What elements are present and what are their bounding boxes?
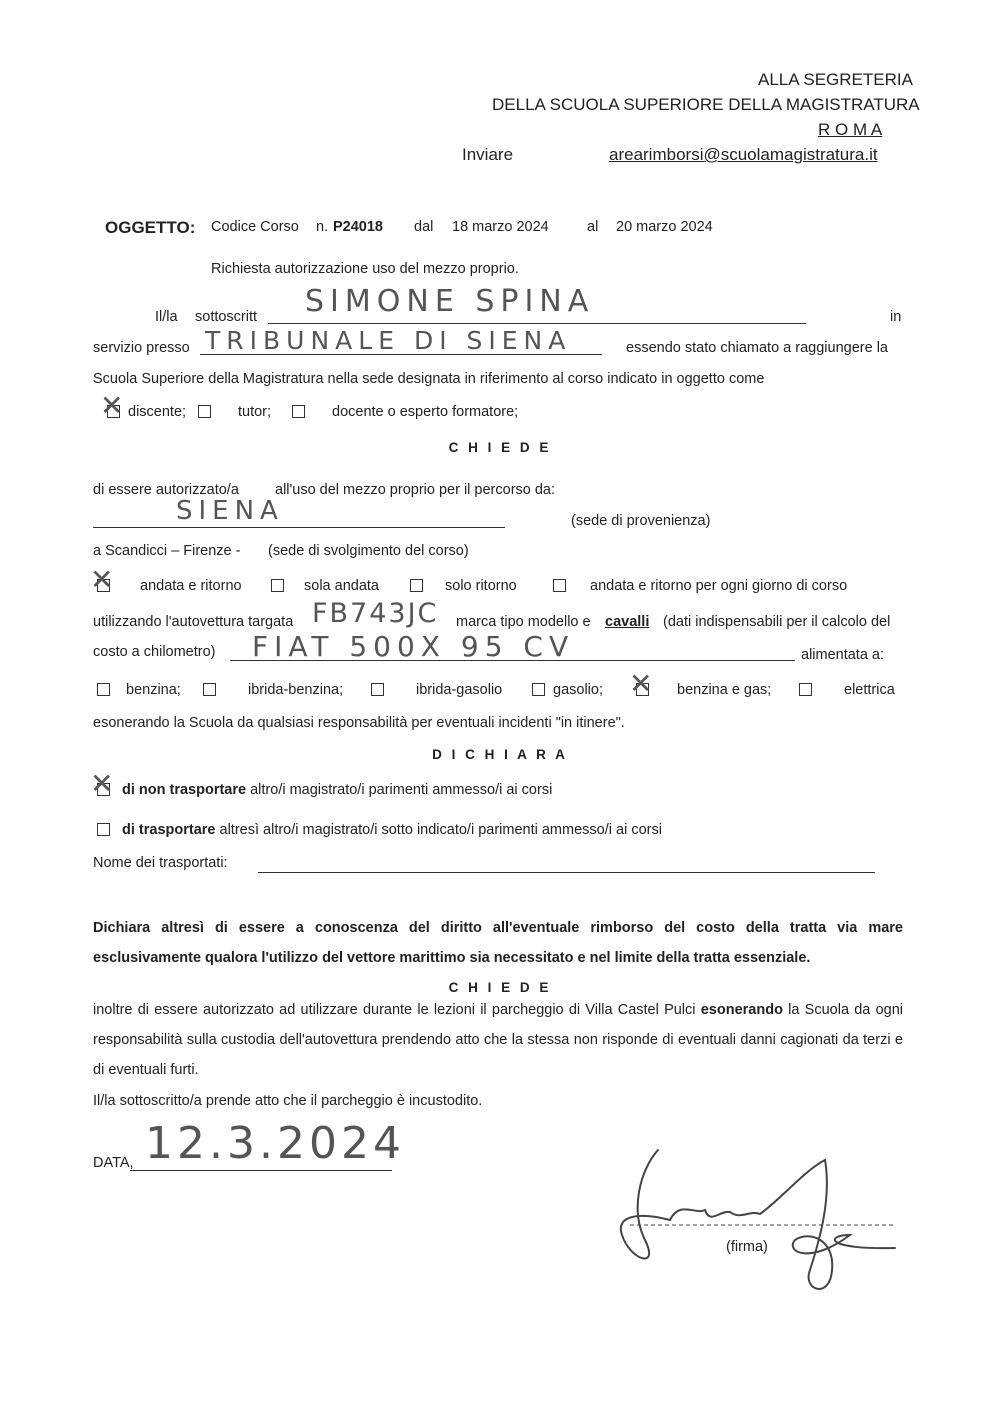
liability-text: esonerando la Scuola da qualsiasi responsabilità per eventuali incidenti "in itinere". [93,715,625,731]
applicant-name[interactable]: SIMONE SPINA [305,284,595,319]
date-label: DATA, [93,1155,134,1171]
date-value[interactable]: 12.3.2024 [145,1118,405,1169]
trip-checkbox[interactable] [97,579,110,592]
origin-label: (sede di provenienza) [571,513,711,529]
fuel-checkbox[interactable] [203,683,216,696]
plate-number[interactable]: FB743JC [312,598,439,629]
chiede-title-2: C H I E D E [448,980,552,995]
trip-option-daily[interactable]: andata e ritorno per ogni giorno di corso [553,578,847,594]
fuel-option-benzina-gas[interactable]: ✕ benzina e gas; [636,682,771,698]
email-link[interactable]: arearimborsi@scuolamagistratura.it [609,145,878,164]
trip-option-andata-ritorno[interactable]: ✕andata e ritorno [97,578,242,594]
trip-checkbox[interactable] [271,579,284,592]
send-label: Inviare [462,145,514,164]
course-number-label: n. [316,219,329,235]
fuel-checkbox[interactable] [799,683,812,696]
fuel-option-elettrica[interactable]: elettrica [799,682,895,698]
fuel-checkbox[interactable] [532,683,545,696]
role-checkbox[interactable] [292,405,305,418]
role-option-docente[interactable]: docente o esperto formatore; [292,404,518,420]
course-number: P24018 [333,219,383,235]
signature-drawing [610,1140,910,1310]
date-line [130,1170,392,1171]
addressee-city: R O M A [818,120,883,139]
in-label: in [890,309,902,325]
authorize-text-a: di essere autorizzato/a [93,482,239,498]
passengers-label: Nome dei trasportati: [93,855,228,871]
addressee-line-1: ALLA SEGRETERIA [758,70,913,89]
fuel-checkbox[interactable] [371,683,384,696]
parking-paragraph: inoltre di essere autorizzato ad utilizzare durante le lezioni il parcheggio di Villa Castel Pulci esonerando la Scuola da ogni responsabilità sulla custodia dell'autovettura prendendo atto che la stessa non risponde di eventuali danni cagionati da terzi e di eventuali furti. [93,1002,904,1078]
trip-checkbox[interactable] [410,579,423,592]
brand-label-b: cavalli [605,614,650,630]
fuel-option-gasolio[interactable]: gasolio; [532,682,603,698]
fuel-option-benzina[interactable]: benzina; [97,682,181,698]
role-option-tutor[interactable]: tutor; [198,404,271,420]
authorize-text-b: all'uso del mezzo proprio per il percorso da: [275,482,556,498]
from-label: dal [414,219,434,235]
signature-label: (firma) [726,1239,768,1255]
fuel-option-ibrida-benzina[interactable]: ibrida-benzina; [203,682,343,698]
declaration-checkbox[interactable] [97,823,110,836]
cost-label: costo a chilometro) [93,644,216,660]
destination-label: (sede di svolgimento del corso) [268,543,469,559]
service-label: servizio presso [93,340,190,356]
vehicle-model[interactable]: FIAT 500X 95 CV [252,630,575,663]
unattended-parking-note: Il/la sottoscritto/a prende atto che il parcheggio è incustodito. [93,1093,483,1109]
called-text: essendo stato chiamato a raggiungere la [626,340,888,356]
passengers-line[interactable] [258,872,875,873]
trip-checkbox[interactable] [553,579,566,592]
plate-label: utilizzando l'autovettura targata [93,614,294,630]
role-checkbox[interactable] [198,405,211,418]
signed-label: sottoscritt [195,309,258,325]
brand-label-a: marca tipo modello e [456,614,591,630]
brand-label-c: (dati indispensabili per il calcolo del [663,614,891,630]
destination: a Scandicci – Firenze - [93,543,241,559]
addressee-line-2: DELLA SCUOLA SUPERIORE DELLA MAGISTRATURA [492,95,920,114]
school-text: Scuola Superiore della Magistratura nella sede designata in riferimento al corso indicato in oggetto come [93,371,765,387]
to-date: 20 marzo 2024 [616,219,713,235]
chiede-title: C H I E D E [448,440,552,455]
origin-city[interactable]: SIENA [176,496,284,526]
office-name[interactable]: TRIBUNALE DI SIENA [205,326,572,355]
fuel-checkbox[interactable] [97,683,110,696]
role-checkbox[interactable] [107,405,120,418]
fuel-checkbox[interactable] [636,683,649,696]
name-line [268,323,806,324]
declaration-no-passengers[interactable]: ✕di non trasportare altro/i magistrato/i parimenti ammesso/i ai corsi [97,782,552,798]
trip-option-solo-ritorno[interactable]: solo ritorno [410,578,517,594]
to-label: al [587,219,599,235]
declaration-checkbox[interactable] [97,783,110,796]
trip-option-sola-andata[interactable]: sola andata [271,578,379,594]
declaration-with-passengers[interactable]: di trasportare altresì altro/i magistrato/i sotto indicato/i parimenti ammesso/i ai corsi [97,822,662,838]
role-option-discente[interactable]: ✕discente; [107,404,186,420]
fuel-label: alimentata a: [801,647,885,663]
origin-line [93,527,505,528]
dichiara-title: D I C H I A R A [432,747,568,762]
prefix-label: Il/la [155,309,178,325]
subject-label: OGGETTO: [105,218,196,237]
course-code-label: Codice Corso [211,219,299,235]
request-text: Richiesta autorizzazione uso del mezzo proprio. [211,261,519,277]
sea-clause: Dichiara altresì di essere a conoscenza del diritto all'eventuale rimborso del costo della tratta via mare esclusivamente qualora l'utilizzo del vettore marittimo sia necessitato e nel limite della tratta essenziale. [93,920,903,966]
fuel-option-ibrida-gasolio[interactable]: ibrida-gasolio [371,682,502,698]
from-date: 18 marzo 2024 [452,219,549,235]
